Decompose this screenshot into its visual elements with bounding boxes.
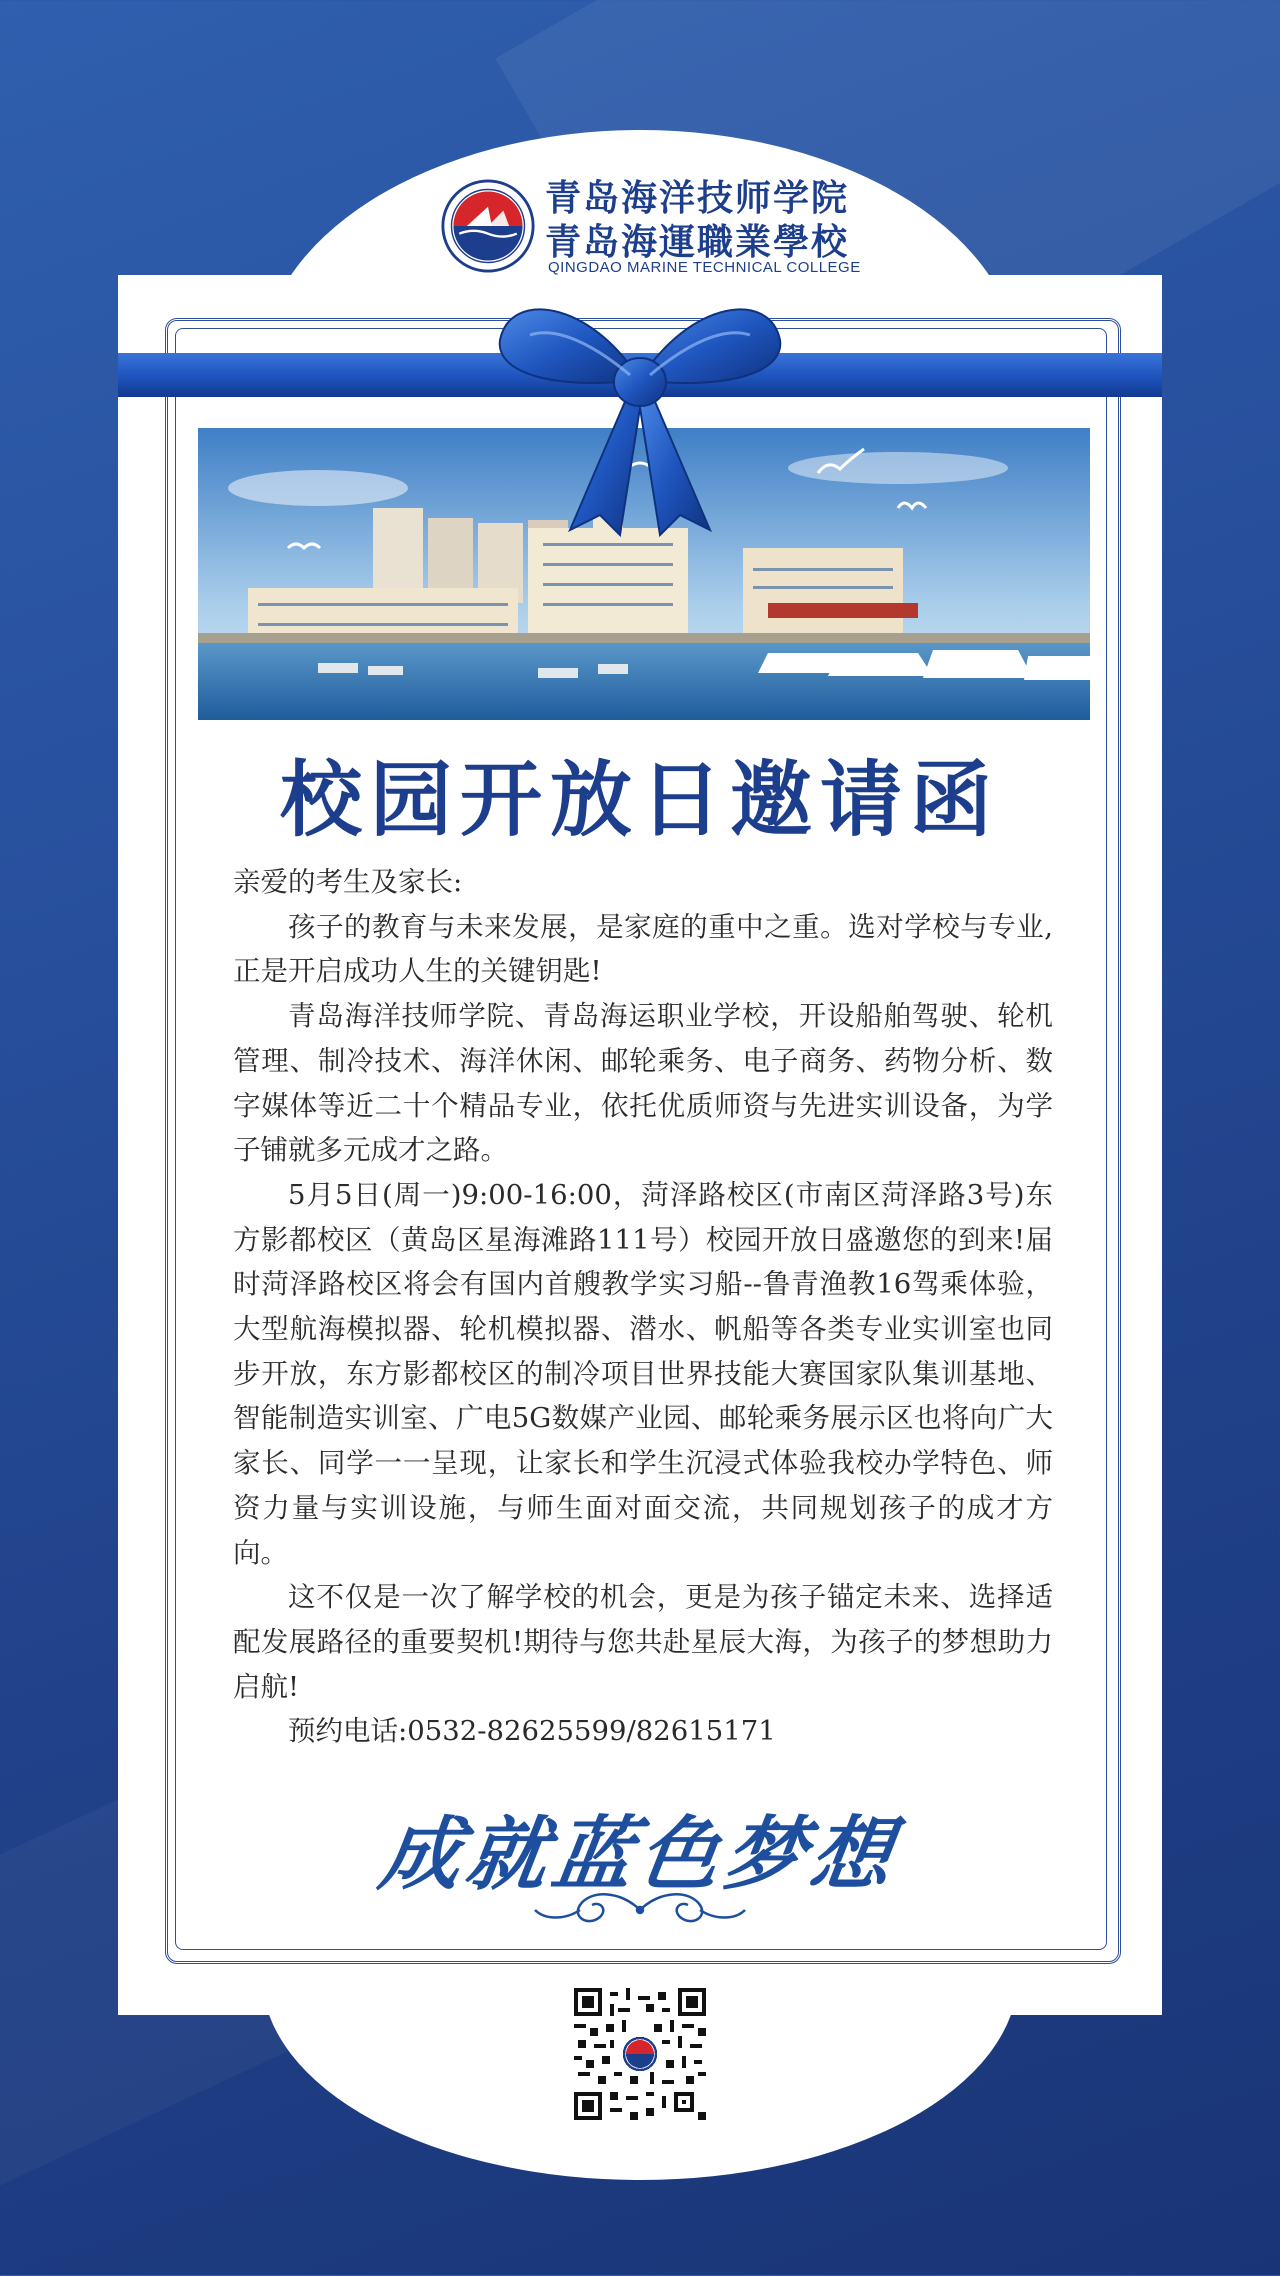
salutation: 亲爱的考生及家长: [233, 866, 463, 898]
paragraph-3: 5月5日(周一)9:00-16:00，菏泽路校区(市南区菏泽路3号)东方影都校区（黄岛区星海滩路111号）校园开放日盛邀您的到来!届时菏泽路校区将会有国内首艘教学实习船--鲁青渔教16驾乘体验，大型航海模拟器、轮机模拟器、潜水、帆船等各类专业实训室也同步开放，东方影都校区的制冷项目世界技能大赛国家队集训基地、智能制造实训室、广电5G数媒产业园、邮轮乘务展示区也将向广大家长、同学一一呈现，让家长和学生沉浸式体验我校办学特色、师资力量与实训设施，与师生面对面交流，共同规划孩子的成才方向。 [233, 1178, 1053, 1569]
decorative-flourish-icon [530, 1885, 750, 1935]
paragraph-2: 青岛海洋技师学院、青岛海运职业学校，开设船舶驾驶、轮机管理、制冷技术、海洋休闲、邮轮乘务、电子商务、药物分析、数字媒体等近二十个精品专业，依托优质师资与先进实训设备，为学子铺就多元成才之路。 [233, 1000, 1053, 1167]
invitation-body [233, 860, 1053, 1754]
slogan: 成就蓝色梦想 [374, 1807, 904, 1901]
phone-line: 预约电话:0532-82625599/82615171 [288, 1715, 776, 1748]
paragraph-4: 这不仅是一次了解学校的机会，更是为孩子锚定未来、选择适配发展路径的重要契机!期待与您共赴星辰大海，为孩子的梦想助力启航! [233, 1581, 1053, 1703]
qr-code[interactable] [574, 1988, 706, 2120]
paragraph-1: 孩子的教育与未来发展，是家庭的重中之重。选对学校与专业,正是开启成功人生的关键钥匙! [233, 910, 1053, 988]
school-name-chinese-2: 青岛海運職業學校 [545, 221, 850, 263]
ribbon-bow-icon [470, 280, 810, 540]
page-title: 校园开放日邀请函 [279, 752, 1000, 848]
school-logo-icon [440, 178, 536, 274]
school-name-english: QINGDAO MARINE TECHNICAL COLLEGE [548, 259, 861, 276]
school-name-chinese-1: 青岛海洋技师学院 [545, 177, 850, 219]
